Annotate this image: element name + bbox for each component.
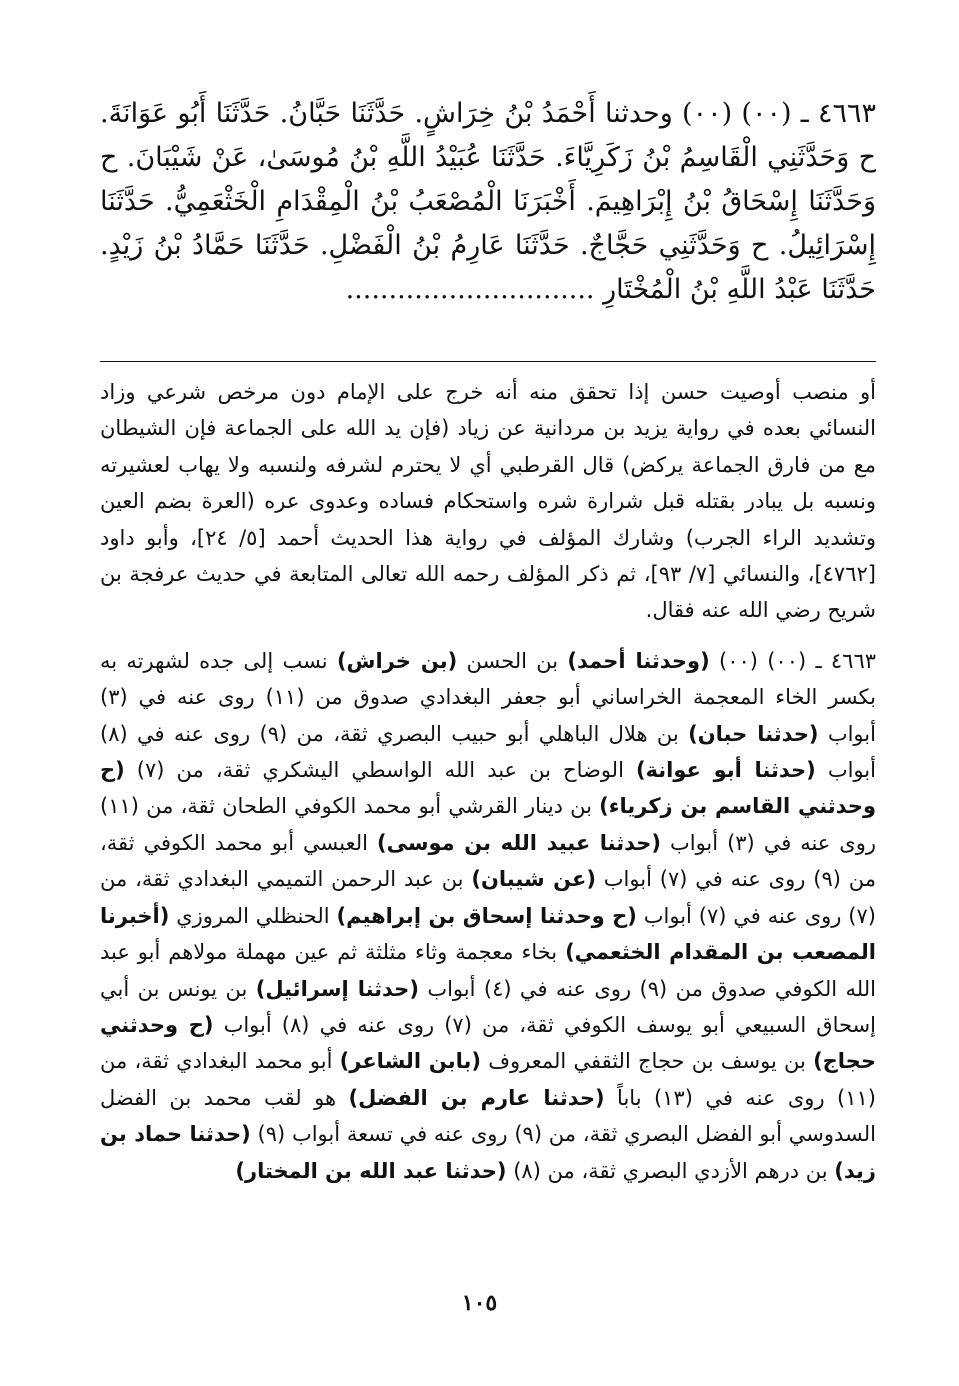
hadith-number: ٤٦٦٣ ـ (٠٠) (٠٠)	[718, 648, 877, 673]
narrator-name: (عن شيبان)	[471, 867, 596, 892]
hadith-text-block	[100, 92, 876, 312]
narrator-note: بن دينار القرشي أبو محمد الكوفي الطحان ثقة، من (١١) روى عنه في (٣) أبواب	[100, 794, 876, 855]
narrator-name: (حدثنا عارم بن الفضل)	[348, 1085, 605, 1110]
hadith-chain: ٤٦٦٣ ـ (٠٠) (٠٠) وحدثنا أَحْمَدُ بْنُ خِرَاشٍ. حَدَّثَنَا حَبَّانُ. حَدَّثَنَا أَبُو عَوَانَةَ. ح وَحَدَّثَنِي الْقَاسِمُ بْنُ زَكَرِيَّاءَ. حَدَّثَنَا عُبَيْدُ اللَّهِ بْنُ مُوسَىٰ، عَنْ شَيْبَانَ. ح وَحَدَّثَنَا إِسْحَاقُ بْنُ إِبْرَاهِيمَ. أَخْبَرَنَا الْمُصْعَبُ بْنُ الْمِقْدَامِ الْخَثْعَمِيُّ. حَدَّثَنَا إِسْرَائِيلُ. ح وَحَدَّثَنِي حَجَّاجٌ. حَدَّثَنَا عَارِمُ بْنُ الْفَضْلِ. حَدَّثَنَا حَمَّادُ بْنُ زَيْدٍ. حَدَّثَنَا عَبْدُ اللَّهِ بْنُ الْمُخْتَارِ	[100, 98, 877, 305]
footnote-separator-line	[100, 361, 876, 362]
narrator-note: هو لقب محمد بن الفضل السدوسي أبو الفضل البصري ثقة، من (٩) روى عنه في تسعة أبواب (٩)	[100, 1085, 876, 1147]
narrator-note: الوضاح بن عبد الله الواسطي اليشكري ثقة، من (٧)	[136, 758, 624, 783]
narrator-note: العبسي أبو محمد الكوفي ثقة، من (٩) روى عنه في (٧) أبواب	[100, 830, 876, 892]
narrator-note: بن عبد الرحمن التميمي البغدادي ثقة، من (٧) روى عنه في (٧) أبواب	[100, 867, 876, 928]
narrator-name: (حدثنا حبان)	[688, 721, 819, 746]
narrator-note: بن هلال الباهلي أبو حبيب البصري ثقة، من (٩) روى عنه في (٨) أبواب	[100, 721, 876, 783]
continuation-dots: .............................	[345, 274, 595, 305]
narrator-name: (حدثنا حماد بن زيد)	[100, 1122, 876, 1183]
narrator-note: بن يونس بن أبي إسحاق السبيعي أبو يوسف الكوفي ثقة، من (٧) روى عنه في (٨) أبواب	[100, 976, 876, 1037]
narrator-name: (ح وحدثني حجاج)	[100, 1012, 876, 1074]
narrator-note: بن درهم الأزدي البصري ثقة، من (٨)	[513, 1158, 828, 1183]
narrator-name: (حدثنا أبو عوانة)	[635, 758, 816, 783]
narrator-name: (أخبرنا المصعب بن المقدام الخثعمي)	[100, 903, 876, 965]
narrator-name: (ح وحدثنا إسحاق بن إبراهيم)	[336, 903, 637, 928]
narrator-name: (حدثنا عبيد الله بن موسى)	[376, 830, 662, 855]
narrator-name: (حدثنا عبد الله بن المختار)	[235, 1158, 507, 1183]
commentary-paragraph-2	[100, 643, 876, 1189]
page-number: ١٠٥	[461, 1290, 498, 1316]
narrator-name: (وحدثنا أحمد)	[567, 648, 710, 673]
commentary-block	[100, 374, 876, 1189]
narrator-note: نسب إلى جده لشهرته به بكسر الخاء المعجمة الخراساني أبو جعفر البغدادي صدوق من (١١) روى عنه في (٣) أبواب	[100, 648, 876, 746]
narrator-name: (حدثنا إسرائيل)	[255, 976, 419, 1001]
narrator-note: بن الحسن	[466, 648, 559, 673]
commentary-paragraph-1: أو منصب أوصيت حسن إذا تحقق منه أنه خرج على الإمام دون مرخص شرعي وزاد النسائي بعده في رواية يزيد بن مردانية عن زياد (فإن يد الله على الجماعة فإن الشيطان مع من فارق الجماعة يركض) قال القرطبي أي لا يحترم لشرفه ولنسبه ولا يهاب لعشيرته ونسبه بل يبادر بقتله قبل شرارة شره واستحكام فساده وعدوى عره (العرة بضم العين وتشديد الراء الجرب) وشارك المؤلف في رواية هذا الحديث أحمد [٥/ ٢٤]، وأبو داود [٤٧٦٢]، والنسائي [٧/ ٩٣]، ثم ذكر المؤلف رحمه الله تعالى المتابعة في حديث عرفجة بن شريح رضي الله عنه فقال.	[100, 380, 876, 623]
narrator-note: أبو محمد البغدادي ثقة، من (١١) روى عنه في (١٣) باباً	[100, 1049, 876, 1110]
narrator-note: الحنظلي المروزي	[176, 903, 330, 928]
narrator-note: بخاء معجمة وثاء مثلثة ثم عين مهملة مولاهم أبو عبد الله الكوفي صدوق من (٩) روى عنه في (٤) أبواب	[100, 940, 876, 1001]
narrator-name: (ح وحدثني القاسم بن زكرياء)	[100, 758, 876, 819]
narrator-name: (بن خراش)	[336, 648, 458, 673]
narrator-note: بن يوسف بن حجاج الثقفي المعروف	[488, 1049, 806, 1074]
narrator-name: (بابن الشاعر)	[339, 1049, 482, 1074]
hadith-paragraph	[100, 92, 876, 312]
